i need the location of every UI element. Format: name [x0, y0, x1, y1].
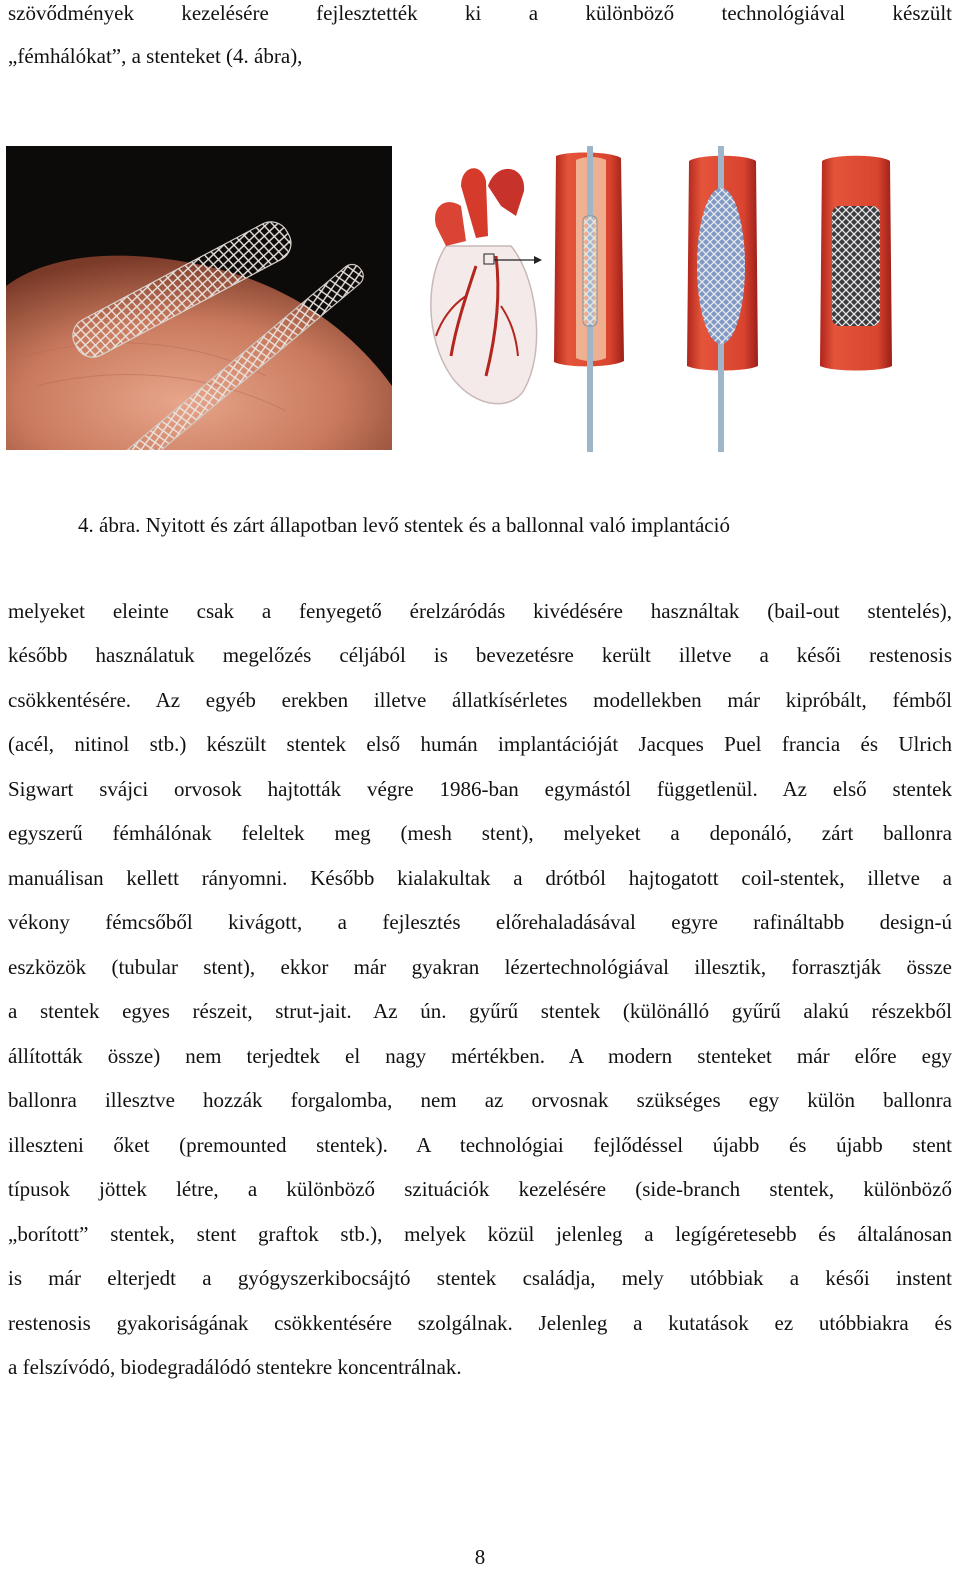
body-line: Sigwart svájci orvosok hajtották végre 1986-ban egymástól függetlenül. Az első stentek [8, 777, 952, 801]
body-line: típusok jöttek létre, a különböző szituációk kezelésére (side-branch stentek, különböző [8, 1177, 952, 1201]
vessel-deployed-stage [820, 156, 892, 371]
body-line: manuálisan kellett rányomni. Később kialakultak a drótból hajtogatott coil-stentek, illetve a [8, 866, 952, 890]
body-line: is már elterjedt a gyógyszerkibocsájtó stentek családja, mely utóbbiak a késői instent [8, 1266, 952, 1290]
figure-4 [6, 146, 952, 452]
body-line: később használatuk megelőzés céljából is bevezetésre került illetve a késői restenosis [8, 643, 952, 667]
body-line: a stentek egyes részeit, strut-jait. Az ún. gyűrű stentek (különálló gyűrű alakú részekből [8, 999, 952, 1023]
body-line: restenosis gyakoriságának csökkentésére szolgálnak. Jelenleg a kutatások ez utóbbiakra és [8, 1311, 952, 1335]
body-line: ballonra illesztve hozzák forgalomba, nem az orvosnak szükséges egy külön ballonra [8, 1088, 952, 1112]
body-line: illeszteni őket (premounted stentek). A technológiai fejlődéssel újabb és újabb stent [8, 1133, 952, 1157]
figure-caption: 4. ábra. Nyitott és zárt állapotban levő stentek és a ballonnal való implantáció [78, 513, 730, 537]
body-line: eszközök (tubular stent), ekkor már gyakran lézertechnológiával illesztik, forrasztják össze [8, 955, 952, 979]
body-line: csökkentésére. Az egyéb erekben illetve állatkísérletes modellekben már kipróbált, fémből [8, 688, 952, 712]
stent-on-finger-photo [6, 146, 392, 450]
body-line: „borított” stentek, stent graftok stb.), melyek közül jelenleg a legígéretesebb és általánosan [8, 1222, 952, 1246]
page-number: 8 [474, 1545, 486, 1569]
body-line: egyszerű fémhálónak feleltek meg (mesh stent), melyeket a deponáló, zárt ballonra [8, 821, 952, 845]
vessel-catheter-stage [554, 146, 624, 452]
vessel-balloon-stage [687, 146, 758, 452]
body-line: melyeket eleinte csak a fenyegető érelzáródás kivédésére használtak (bail-out stentelés), [8, 599, 952, 623]
body-line: (acél, nitinol stb.) készült stentek első humán implantációját Jacques Puel francia és Ulrich [8, 732, 952, 756]
body-line: állították össze) nem terjedtek el nagy mértékben. A modern stenteket már előre egy [8, 1044, 952, 1068]
stent-implantation-diagram [406, 146, 952, 452]
intro-line-1: szövődmények kezelésére fejlesztették ki a különböző technológiával készült [8, 1, 952, 25]
body-line: vékony fémcsőből kivágott, a fejlesztés előrehaladásával egyre rafináltabb design-ú [8, 910, 952, 934]
intro-line-2: „fémhálókat”, a stenteket (4. ábra), [8, 44, 303, 68]
heart-illustration [431, 168, 537, 403]
body-line: a felszívódó, biodegradálódó stentekre koncentrálnak. [8, 1355, 462, 1379]
